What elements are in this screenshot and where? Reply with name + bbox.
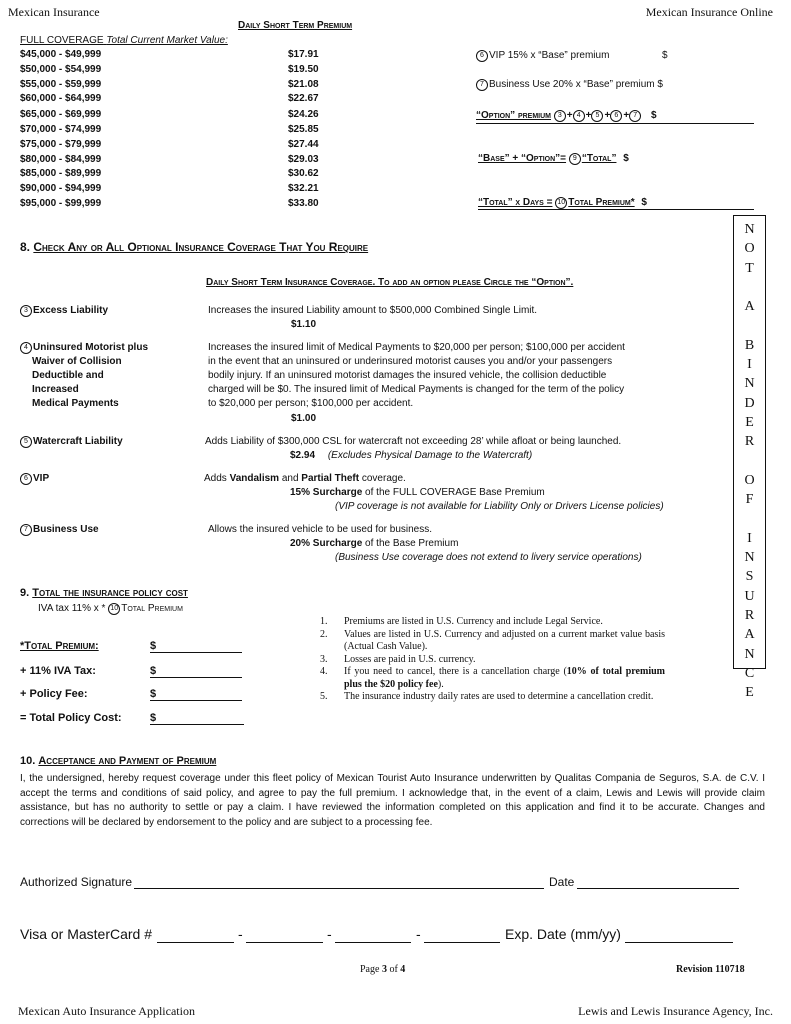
note-number: 2. xyxy=(320,628,328,640)
rate-price: $21.08 xyxy=(288,79,319,90)
section-10-num: 10. xyxy=(20,755,36,767)
binder-letter xyxy=(734,316,765,335)
card-number-field-4[interactable] xyxy=(424,942,500,943)
option-business-use-note: (Business Use coverage does not extend to livery service operations) xyxy=(335,552,642,563)
note-text: Premiums are listed in U.S. Currency and include Legal Service. xyxy=(344,616,603,627)
option-uninsured-motorist-label xyxy=(20,341,148,411)
iva-tax-field[interactable] xyxy=(150,677,242,678)
circled-number: 4 xyxy=(573,110,585,122)
option-excess-liability-desc: Increases the insured Liability amount to $500,000 Combined Single Limit. xyxy=(208,305,538,316)
rate-row xyxy=(20,79,330,94)
authorized-signature-label: Authorized Signature xyxy=(20,875,133,889)
binder-letter: B xyxy=(744,337,755,353)
option-watercraft-note: (Excludes Physical Damage to the Watercraft) xyxy=(327,450,533,461)
section-9-title: Total the insurance policy cost xyxy=(32,587,188,599)
acceptance-paragraph: I, the undersigned, hereby request coverage under this fleet policy of Mexican Tourist Auto Insurance underwritten by Qualitas Compania de Seguros, S.A. de C.V. I accept the terms and conditions of said policy, and agree to pay the full premium. I acknowledge that, in the event of a claim, Lewis and Lewis will provide claim assistance, but has no authority to settle or pay a claim. I have reviewed the information completed on this application and find it to be accurate. Changes and corrections will be declared by endorsement to the policy and are subject to a processing fee. xyxy=(20,773,765,828)
not-a-binder-box xyxy=(733,215,766,701)
header-right: Mexican Insurance Online xyxy=(645,5,773,19)
binder-letter: C xyxy=(744,665,755,681)
total-premium-field[interactable] xyxy=(150,652,242,653)
circled-number: 6 xyxy=(20,473,32,485)
header-left: Mexican Insurance xyxy=(8,5,100,19)
iva-text: Total Premium xyxy=(121,603,183,614)
note-number: 5. xyxy=(320,691,328,702)
rate-range: $45,000 - $49,999 xyxy=(20,49,102,60)
desc-line: Increases the insured limit of Medical Payments to $20,000 per person; $100,000 per accident xyxy=(208,342,625,353)
option-label-text: Excess Liability xyxy=(33,305,109,316)
footer-right: Lewis and Lewis Insurance Agency, Inc. xyxy=(578,1004,773,1018)
rate-price: $29.03 xyxy=(288,154,319,165)
binder-letter: A xyxy=(744,627,755,643)
iva-tax-row: + 11% IVA Tax: xyxy=(20,665,96,677)
binder-letter: O xyxy=(744,472,755,488)
footer-left: Mexican Auto Insurance Application xyxy=(18,1004,195,1018)
page-total: 4 xyxy=(400,964,406,975)
circled-number: 6 xyxy=(610,110,622,122)
note-number: 1. xyxy=(320,616,328,627)
option-excess-liability-label xyxy=(20,304,108,318)
option-business-use-label xyxy=(20,523,99,537)
calc-days-line xyxy=(478,209,754,210)
rate-row xyxy=(20,64,330,79)
card-dash-3: - xyxy=(416,926,421,942)
rate-table-label-italic: Total Current Market Value: xyxy=(106,35,228,46)
circled-number: 5 xyxy=(591,110,603,122)
note-number: 4. xyxy=(320,666,328,677)
option-excess-liability-price: $1.10 xyxy=(291,319,317,330)
option-label-text: Deductible and xyxy=(32,370,104,381)
desc-part: Adds xyxy=(204,473,230,484)
note-text-bold: 10% of total premium plus the $20 policy fee xyxy=(344,666,665,690)
rate-row xyxy=(20,139,330,154)
exp-date-field[interactable] xyxy=(625,942,733,943)
binder-letters xyxy=(734,220,765,702)
list-item xyxy=(320,629,665,654)
rate-range: $90,000 - $94,999 xyxy=(20,183,102,194)
note-text: Losses are paid in U.S. currency. xyxy=(344,653,476,665)
note-text: Values are listed in U.S. Currency and adjusted on a current market value basis (Actual Cash Value). xyxy=(344,628,665,652)
revision-label: Revision 110718 xyxy=(676,964,745,975)
card-number-field-3[interactable] xyxy=(335,942,411,943)
rate-price: $30.62 xyxy=(288,168,319,179)
desc-line: in the event that an uninsured or underinsured motorist causes you and/or your passengers xyxy=(208,356,613,367)
note-text: ). xyxy=(437,678,444,690)
notes-list xyxy=(320,616,665,704)
binder-letter: F xyxy=(745,492,754,508)
calc-option: “Option” premium 3 + 4 + 5 + 6 + 7 $ xyxy=(476,110,657,121)
binder-letter: O xyxy=(744,241,755,257)
total-policy-cost-row: = Total Policy Cost: xyxy=(20,712,122,724)
binder-letter xyxy=(734,452,765,471)
policy-fee-row: + Policy Fee: xyxy=(20,688,88,700)
section-8-subtitle: Daily Short Term Insurance Coverage. To add an option please Circle the “Option”. xyxy=(206,277,574,288)
desc-line: bodily injury. If an uninsured motorist damages the insured vehicle, the collision deductible xyxy=(208,370,607,381)
section-9-num: 9. xyxy=(20,587,30,599)
option-uninsured-motorist-price: $1.00 xyxy=(291,413,317,424)
calc-days-label-b: Total Premium* xyxy=(568,197,635,208)
calc-total-label-a: “Base” + “Option”= xyxy=(478,153,567,164)
option-label-text: Waiver of Collision xyxy=(32,356,122,367)
rate-range: $70,000 - $74,999 xyxy=(20,124,102,135)
list-item xyxy=(320,666,665,691)
desc-line: to $20,000 per person; $100,000 per accident. xyxy=(208,398,414,409)
circled-number: 10 xyxy=(555,197,567,209)
rate-price: $22.67 xyxy=(288,93,319,104)
circled-number: 7 xyxy=(476,79,488,91)
total-premium-row xyxy=(20,640,99,652)
calc-vip-text: VIP 15% x “Base” premium xyxy=(489,50,610,61)
desc-line: charged will be $0. The insured limit of Medical Payments is changed for the term of the policy xyxy=(208,384,625,395)
note-text: The insurance industry daily rates are used to determine a cancellation credit. xyxy=(344,691,654,702)
rate-price: $33.80 xyxy=(288,198,319,209)
authorized-signature-field[interactable] xyxy=(134,888,544,889)
surcharge-part: of the FULL COVERAGE Base Premium xyxy=(362,487,545,498)
rate-row xyxy=(20,109,330,124)
total-policy-cost-field[interactable] xyxy=(150,724,244,725)
circled-number: 3 xyxy=(20,305,32,317)
section-10-heading xyxy=(20,755,216,767)
circled-number: 7 xyxy=(629,110,641,122)
circled-number: 7 xyxy=(20,524,32,536)
surcharge-part: 20% Surcharge xyxy=(290,538,363,549)
rate-price: $19.50 xyxy=(288,64,319,75)
binder-letter: R xyxy=(744,607,755,623)
calc-total-label-b: “Total” xyxy=(581,153,617,164)
section-9-heading xyxy=(20,587,188,599)
rate-price: $17.91 xyxy=(288,49,319,60)
option-vip-surcharge xyxy=(290,486,545,500)
section-10-title: Acceptance and Payment of Premium xyxy=(38,755,217,767)
rate-range: $65,000 - $69,999 xyxy=(20,109,102,120)
calc-option-line xyxy=(476,123,754,124)
binder-letter xyxy=(734,509,765,528)
page-text: Page xyxy=(360,964,382,975)
total-premium-dollar: $ xyxy=(150,640,157,652)
list-item xyxy=(320,691,665,704)
option-vip-desc xyxy=(204,472,406,486)
rate-row xyxy=(20,49,330,64)
binder-letter: N xyxy=(744,222,755,237)
binder-letter: I xyxy=(747,357,752,373)
rate-table-label xyxy=(20,35,228,46)
option-watercraft-price: $2.94 xyxy=(290,450,316,461)
rate-row xyxy=(20,198,330,213)
option-vip-note: (VIP coverage is not available for Liability Only or Drivers License policies) xyxy=(335,501,664,512)
list-item xyxy=(320,654,665,667)
card-number-field-2[interactable] xyxy=(246,942,323,943)
binder-letter: R xyxy=(744,434,755,450)
surcharge-part: 15% Surcharge xyxy=(290,487,363,498)
policy-fee-dollar: $ xyxy=(150,688,157,700)
binder-letter: T xyxy=(745,260,754,276)
circled-number: 4 xyxy=(20,342,32,354)
binder-letter: D xyxy=(744,395,755,411)
desc-part: Partial Theft xyxy=(301,473,360,484)
calc-business xyxy=(476,79,663,91)
iva-tax-dollar: $ xyxy=(150,665,157,677)
page-current: 3 xyxy=(381,964,387,975)
circled-number: 9 xyxy=(569,153,581,165)
date-label: Date xyxy=(549,875,575,889)
desc-part: and xyxy=(279,473,302,484)
binder-letter: N xyxy=(744,376,755,392)
card-number-label: Visa or MasterCard # xyxy=(20,926,153,942)
binder-letter: E xyxy=(745,414,754,430)
section-8-title: Check Any or All Optional Insurance Coverage That You Require xyxy=(33,240,369,254)
page-text: of xyxy=(386,964,401,975)
calc-days-label-a: “Total” x Days = xyxy=(478,197,553,208)
rate-row xyxy=(20,183,330,198)
option-label-text: Watercraft Liability xyxy=(33,436,123,447)
rate-range: $85,000 - $89,999 xyxy=(20,168,102,179)
page-number xyxy=(360,964,405,975)
binder-letter: U xyxy=(744,588,755,604)
rate-price: $25.85 xyxy=(288,124,319,135)
rate-price: $27.44 xyxy=(288,139,319,150)
rate-row xyxy=(20,93,330,108)
rate-range: $95,000 - $99,999 xyxy=(20,198,102,209)
option-watercraft-desc: Adds Liability of $300,000 CSL for watercraft not exceeding 28’ while afloat or being launched. xyxy=(205,436,622,447)
option-watercraft-label xyxy=(20,435,123,449)
option-label-text: Uninsured Motorist plus xyxy=(33,342,148,353)
desc-part: Vandalism xyxy=(229,473,280,484)
calc-business-text: Business Use 20% x “Base” premium $ xyxy=(489,79,663,90)
calc-total-dollar: $ xyxy=(623,153,629,164)
list-item xyxy=(320,616,665,629)
binder-letter: S xyxy=(745,569,754,585)
calc-total xyxy=(478,153,629,165)
note-text: If you need to cancel, there is a cancellation charge ( xyxy=(344,666,567,677)
rate-price: $32.21 xyxy=(288,183,319,194)
option-label-text: VIP xyxy=(33,473,50,484)
binder-letter: I xyxy=(747,530,752,546)
calc-vip xyxy=(476,50,609,62)
option-business-use-desc: Allows the insured vehicle to be used for business. xyxy=(208,524,433,535)
option-label-text: Business Use xyxy=(33,524,99,535)
rate-range: $50,000 - $54,999 xyxy=(20,64,102,75)
circled-number: 10 xyxy=(108,603,120,615)
cost-label: *Total Premium: xyxy=(20,640,99,652)
circled-number: 6 xyxy=(476,50,488,62)
binder-letter: E xyxy=(745,685,754,701)
desc-part: coverage. xyxy=(359,473,406,484)
iva-text: IVA tax 11% x * xyxy=(38,603,109,614)
binder-letter: N xyxy=(744,646,755,662)
rate-range: $55,000 - $59,999 xyxy=(20,79,102,90)
rate-range: $80,000 - $84,999 xyxy=(20,154,102,165)
card-dash-2: - xyxy=(327,926,332,942)
calc-days xyxy=(478,197,647,209)
circled-number: 3 xyxy=(554,110,566,122)
rate-range: $75,000 - $79,999 xyxy=(20,139,102,150)
card-number-field-1[interactable] xyxy=(157,942,234,943)
rate-row xyxy=(20,154,330,169)
surcharge-part: of the Base Premium xyxy=(362,538,459,549)
rate-table-label-prefix: FULL COVERAGE xyxy=(20,35,104,46)
rate-price: $24.26 xyxy=(288,109,319,120)
section-8-num: 8. xyxy=(20,240,31,254)
binder-letter xyxy=(734,278,765,297)
section-9-iva-note xyxy=(38,603,183,615)
section-8-heading xyxy=(20,240,368,254)
calc-days-dollar: $ xyxy=(641,197,647,208)
circled-number: 5 xyxy=(20,436,32,448)
binder-letter: A xyxy=(744,299,755,315)
option-uninsured-motorist-desc xyxy=(208,341,625,411)
option-label-text: Medical Payments xyxy=(32,398,119,409)
rate-row xyxy=(20,124,330,139)
calc-option-dollar: $ xyxy=(650,110,657,121)
binder-letter: N xyxy=(744,550,755,566)
policy-fee-field[interactable] xyxy=(150,700,242,701)
option-business-use-surcharge xyxy=(290,537,458,551)
option-vip-label xyxy=(20,472,49,486)
rate-row xyxy=(20,168,330,183)
date-field[interactable] xyxy=(577,888,739,889)
rate-range: $60,000 - $64,999 xyxy=(20,93,102,104)
total-policy-cost-dollar: $ xyxy=(150,712,157,724)
rate-table-title: Daily Short Term Premium xyxy=(238,20,353,31)
option-label-text: Increased xyxy=(32,384,79,395)
option-watercraft-price-line xyxy=(290,449,532,463)
exp-date-label: Exp. Date (mm/yy) xyxy=(505,926,621,942)
note-number: 3. xyxy=(320,653,328,665)
card-dash-1: - xyxy=(238,926,243,942)
calc-vip-dollar: $ xyxy=(662,50,668,61)
calc-option-label: “Option” premium xyxy=(476,110,552,121)
